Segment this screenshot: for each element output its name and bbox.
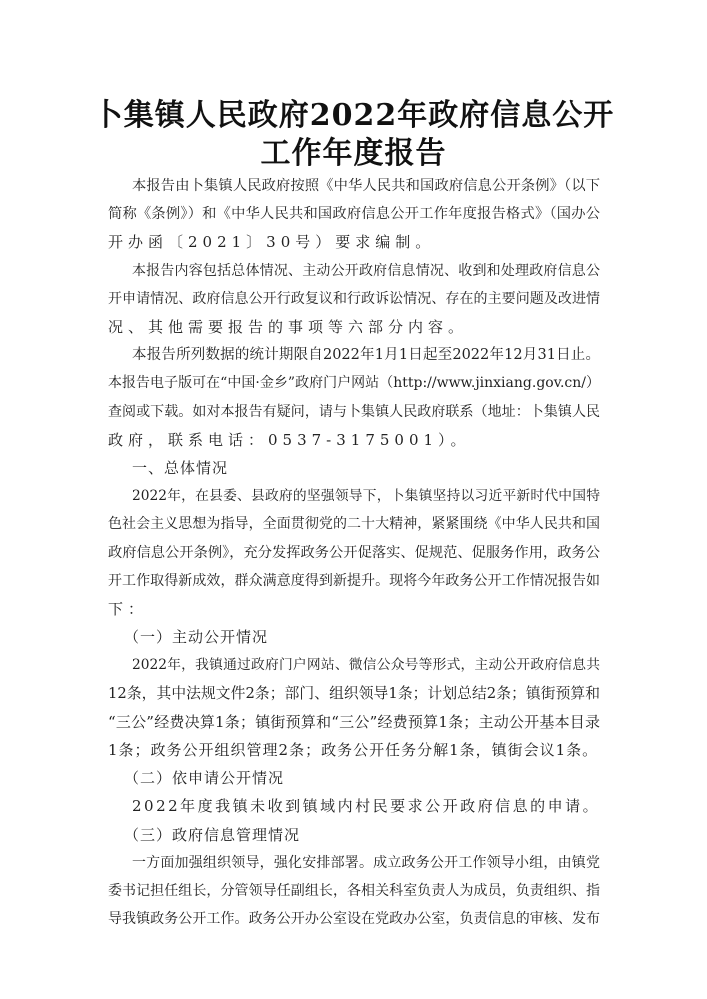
text-line: “三公”经费决算1条；镇街预算和“三公”经费预算1条；主动公开基本目录 xyxy=(108,712,600,731)
text-line: 开工作取得新成效，群众满意度得到新提升。现将今年政务公开工作情况报告如 xyxy=(108,572,600,589)
text-line: 开办函〔2021〕30号）要求编制。 xyxy=(108,233,436,252)
text-line: 政府，联系电话：0537-3175001）。 xyxy=(108,430,471,449)
text-line: 开申请情况、政府信息公开行政复议和行政诉讼情况、存在的主要问题及改进情 xyxy=(108,290,600,307)
text-line: 本报告所列数据的统计期限自2022年1月1日起至2022年12月31日止。 xyxy=(132,347,600,364)
text-line: 简称《条例》）和《中华人民共和国政府信息公开工作年度报告格式》（国办公 xyxy=(108,206,600,223)
text-line: 政府信息公开条例》，充分发挥政务公开促落实、促规范、促服务作用，政务公 xyxy=(108,544,600,561)
text-line: 导我镇政务公开工作。政务公开办公室设在党政办公室，负责信息的审核、发布 xyxy=(108,911,600,928)
text-line: 一方面加强组织领导，强化安排部署。成立政务公开工作领导小组，由镇党 xyxy=(132,854,600,871)
text-line: 委书记担任组长，分管领导任副组长，各相关科室负责人为成员，负责组织、指 xyxy=(108,883,600,899)
text-line: 1条；政务公开组织管理2条；政务公开任务分解1条，镇街会议1条。 xyxy=(108,741,599,759)
title-line-1: 卜集镇人民政府2022年政府信息公开 xyxy=(92,98,615,133)
text-line: 本报告内容包括总体情况、主动公开政府信息情况、收到和处理政府信息公 xyxy=(132,262,600,279)
title-line-2: 工作年度报告 xyxy=(260,136,447,171)
text-line: 12条，其中法规文件2条；部门、组织领导1条；计划总结2条；镇街预算和 xyxy=(108,684,600,702)
text-line: （一）主动公开情况 xyxy=(124,628,269,647)
text-line: 查阅或下载。如对本报告有疑问，请与卜集镇人民政府联系（地址：卜集镇人民 xyxy=(108,403,600,420)
text-line: 况、其他需要报告的事项等六部分内容。 xyxy=(108,318,469,336)
text-line: （二）依申请公开情况 xyxy=(124,769,285,788)
text-line: 2022年，在县委、县政府的坚强领导下，卜集镇坚持以习近平新时代中国特 xyxy=(132,488,600,505)
text-line: 2022年，我镇通过政府门户网站、微信公众号等形式，主动公开政府信息共 xyxy=(132,657,600,674)
text-line: 一、总体情况 xyxy=(132,459,229,477)
text-line: （三）政府信息管理情况 xyxy=(124,825,301,844)
text-line: 本报告电子版可在“中国·金乡”政府门户网站（http://www.jinxiang.gov.cn/） xyxy=(108,375,600,392)
text-line: 色社会主义思想为指导，全面贯彻党的二十大精神，紧紧围绕《中华人民共和国 xyxy=(108,516,600,533)
text-line: 2022年度我镇未收到镇域内村民要求公开政府信息的申请。 xyxy=(132,797,601,816)
text-line: 下： xyxy=(108,600,149,618)
text-line: 本报告由卜集镇人民政府按照《中华人民共和国政府信息公开条例》（以下 xyxy=(132,178,600,194)
